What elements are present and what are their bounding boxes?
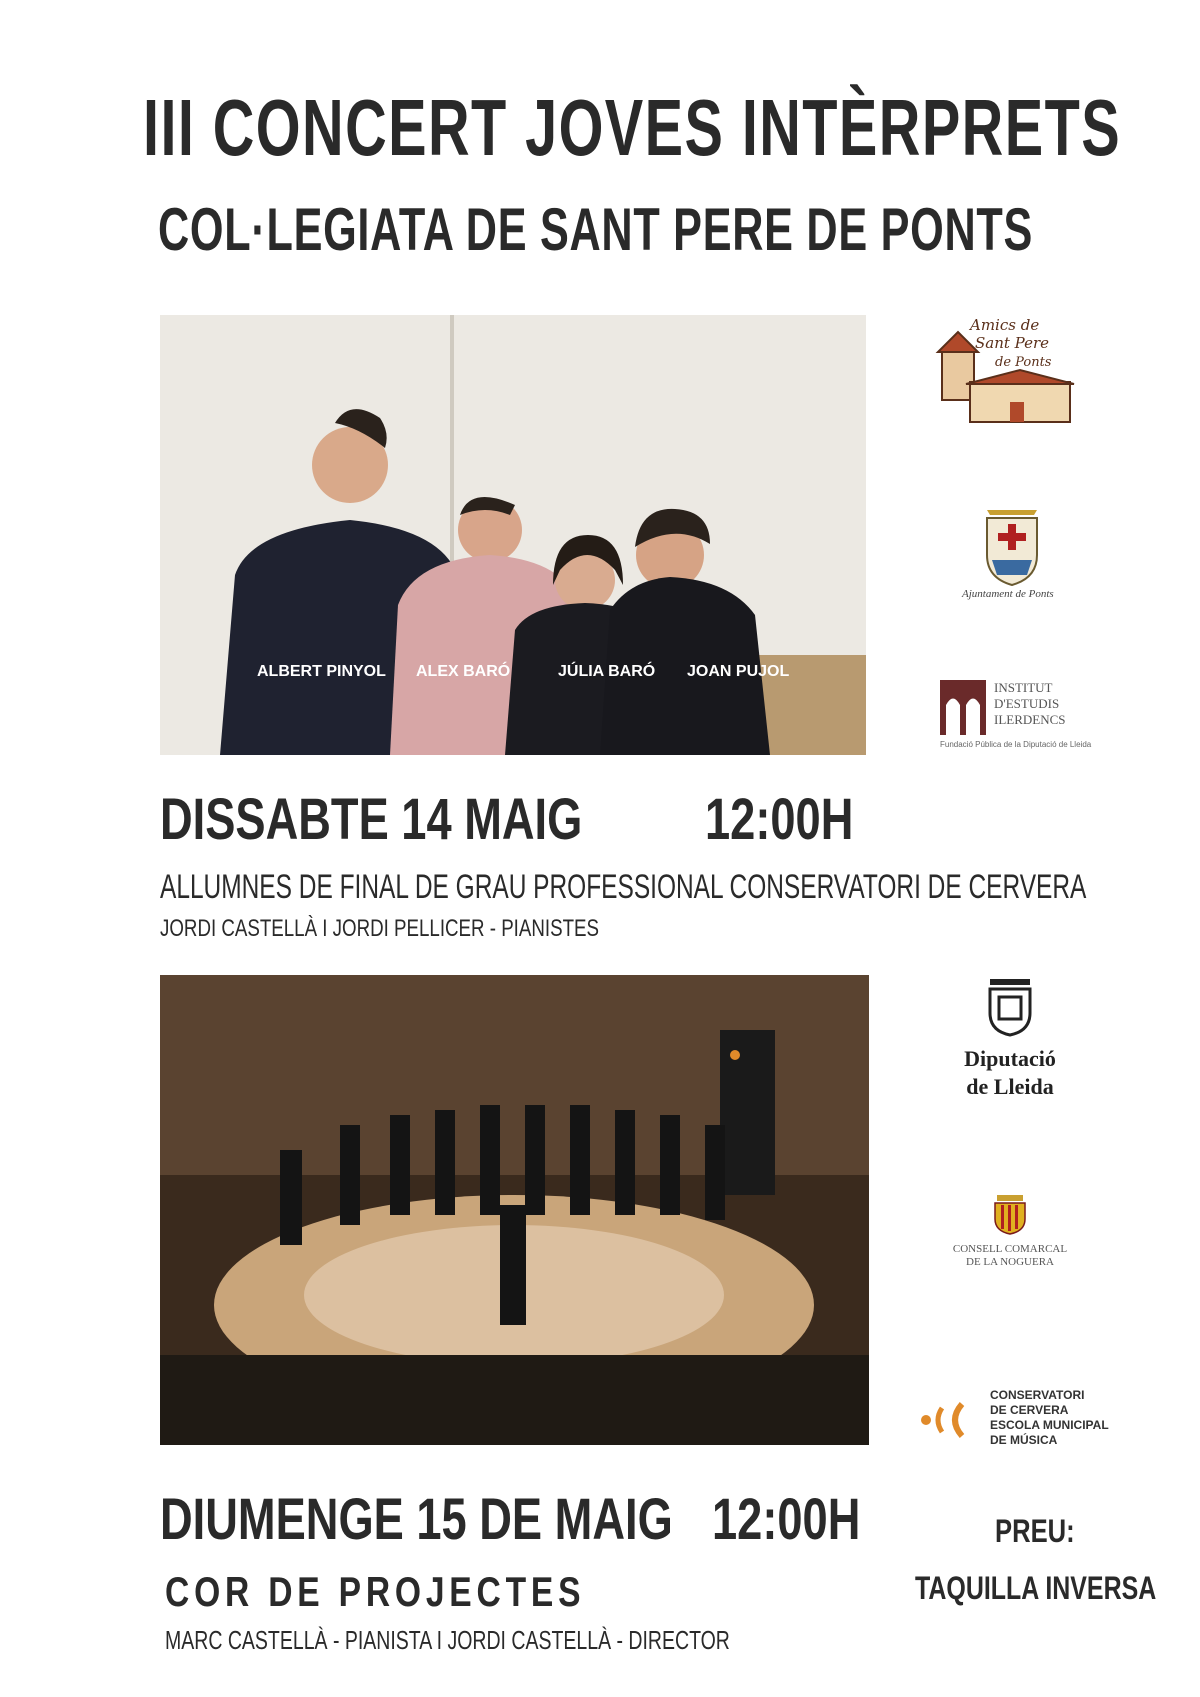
conservatori-line3: ESCOLA MUNICIPAL bbox=[990, 1418, 1109, 1432]
choir-illustration bbox=[160, 975, 869, 1445]
institut-estudis-ilerdencs-logo bbox=[940, 680, 1090, 755]
conservatori-line4: DE MÚSICA bbox=[990, 1433, 1058, 1447]
conservatori-cervera-logo bbox=[920, 1388, 1120, 1458]
concert1-credits: JORDI CASTELLÀ I JORDI PELLICER - PIANISTES bbox=[160, 915, 599, 942]
institut-line2: D'ESTUDIS bbox=[994, 696, 1060, 711]
concert1-description: ALLUMNES DE FINAL DE GRAU PROFESSIONAL CONSERVATORI DE CERVERA bbox=[160, 868, 1087, 906]
concert2-credits: MARC CASTELLÀ - PIANISTA I JORDI CASTELLÀ - DIRECTOR bbox=[165, 1625, 730, 1655]
caption-julia-baro: JÚLIA BARÓ bbox=[558, 663, 656, 680]
choir-photo bbox=[160, 975, 869, 1445]
institut-line3: ILERDENCS bbox=[994, 712, 1066, 727]
institut-sub: Fundació Pública de la Diputació de Lleida bbox=[940, 740, 1092, 749]
consell-line1: CONSELL COMARCAL bbox=[952, 1243, 1068, 1255]
diputacio-lleida-logo bbox=[945, 975, 1075, 1105]
amics-sant-pere-logo bbox=[930, 310, 1080, 435]
price-value: TAQUILLA INVERSA bbox=[915, 1570, 1157, 1606]
concert2-group: COR DE PROJECTES bbox=[165, 1568, 586, 1615]
price-label: PREU: bbox=[995, 1513, 1075, 1549]
institut-line1: INSTITUT bbox=[994, 680, 1053, 695]
diputacio-line2: de Lleida bbox=[966, 1074, 1054, 1099]
svg-text:Amics de: Amics de bbox=[970, 316, 1040, 334]
arches-icon bbox=[940, 680, 986, 735]
conservatori-mark-icon bbox=[920, 1400, 976, 1440]
conservatori-line2: DE CERVERA bbox=[990, 1403, 1069, 1417]
caption-joan-pujol: JOAN PUJOL bbox=[687, 663, 790, 680]
concert2-time: 12:00H bbox=[712, 1487, 861, 1552]
noguera-shield-icon bbox=[993, 1195, 1027, 1235]
concert1-time: 12:00H bbox=[705, 787, 854, 852]
consell-line2: DE LA NOGUERA bbox=[966, 1256, 1054, 1268]
caption-albert-pinyol: ALBERT PINYOL bbox=[257, 663, 386, 680]
svg-text:Sant Pere: Sant Pere bbox=[975, 334, 1050, 352]
svg-text:de Ponts: de Ponts bbox=[995, 355, 1052, 370]
diputacio-line1: Diputació bbox=[964, 1046, 1056, 1071]
concert1-day: DISSABTE 14 MAIG bbox=[160, 787, 583, 852]
ajuntament-ponts-logo bbox=[962, 500, 1054, 605]
poster-title: III CONCERT JOVES INTÈRPRETS bbox=[143, 83, 1122, 172]
venue-subtitle: COL·LEGIATA DE SANT PERE DE PONTS bbox=[158, 196, 1034, 263]
diputacio-shield-icon bbox=[985, 975, 1035, 1037]
performers-illustration bbox=[160, 315, 866, 755]
church-icon bbox=[930, 310, 1080, 435]
performers-photo bbox=[160, 315, 866, 755]
consell-comarcal-noguera-logo bbox=[945, 1195, 1075, 1275]
conservatori-line1: CONSERVATORI bbox=[990, 1388, 1085, 1402]
ajuntament-label: Ajuntament de Ponts bbox=[962, 588, 1054, 600]
caption-alex-baro: ALEX BARÓ bbox=[416, 663, 511, 680]
concert2-day: DIUMENGE 15 DE MAIG bbox=[160, 1487, 673, 1552]
